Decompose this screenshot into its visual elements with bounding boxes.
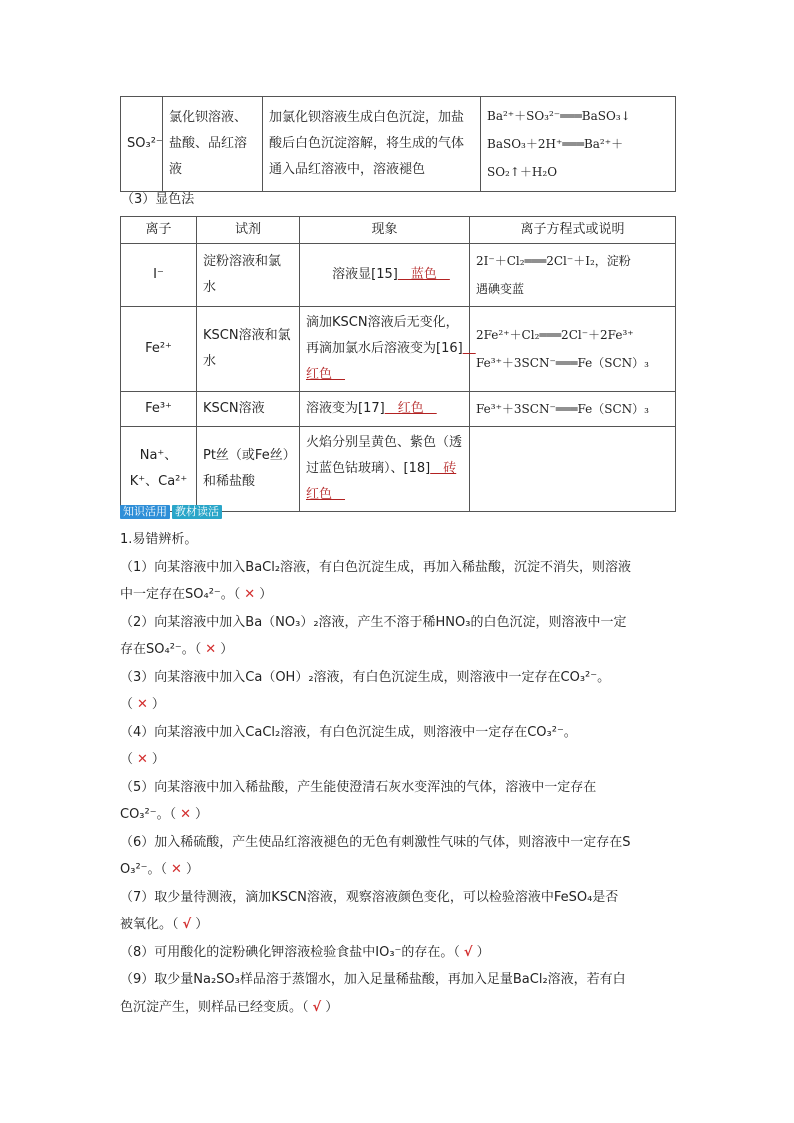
equation-line: Ba²⁺＋SO₃²⁻═══BaSO₃↓ — [487, 109, 631, 123]
item-text: （ — [120, 752, 134, 767]
table-row — [121, 97, 676, 192]
reagent-cell: 淀粉溶液和氯水 — [197, 244, 300, 307]
phenomenon-text: 溶液显[15] — [332, 267, 398, 282]
phenomenon-cell — [300, 392, 470, 427]
equation-line: 遇碘变蓝 — [476, 282, 525, 296]
list-item-line — [120, 554, 676, 582]
reagent-cell: 氯化钡溶液、盐酸、品红溶液 — [163, 97, 263, 192]
column-header: 离子 — [121, 217, 197, 244]
list-item-line — [120, 719, 676, 747]
list-item-line — [120, 911, 676, 939]
answer-blank: 砖红色 — [306, 461, 457, 502]
equation-line: 2I⁻＋Cl₂═══2Cl⁻＋I₂，淀粉 — [476, 254, 631, 268]
equation-cell — [470, 244, 676, 307]
closing-paren: ） — [151, 752, 165, 767]
table-header-row — [121, 217, 676, 244]
item-text: （1）向某溶液中加入BaCl₂溶液，有白色沉淀生成，再加入稀盐酸，沉淀不消失，则溶液 — [120, 559, 632, 575]
list-item-line — [120, 994, 676, 1022]
table-row — [121, 244, 676, 307]
phenomenon-cell — [300, 244, 470, 307]
closing-paren: ） — [195, 917, 209, 932]
equation-line: 2Fe²⁺＋Cl₂═══2Cl⁻＋2Fe³⁺ — [476, 328, 634, 342]
equation-cell — [470, 392, 676, 427]
closing-paren: ） — [151, 697, 165, 712]
phenomenon-cell — [300, 307, 476, 392]
list-item-line — [120, 774, 676, 802]
judgement-list — [120, 526, 676, 1021]
phenomenon-text: 滴加KSCN溶液后无变化，再滴加氯水后溶液变为[16] — [306, 315, 463, 356]
closing-paren: ） — [325, 999, 339, 1015]
equation-cell — [481, 97, 676, 192]
column-header: 离子方程式或说明 — [470, 217, 676, 244]
item-text: 中一定存在SO₄²⁻。（ — [120, 587, 241, 602]
list-item-line — [120, 856, 676, 884]
column-header: 试剂 — [197, 217, 300, 244]
color-method-table — [120, 216, 676, 512]
check-mark-icon: √ — [463, 944, 473, 960]
item-text: 存在SO₄²⁻。（ — [120, 642, 202, 657]
item-text: 色沉淀产生，则样品已经变质。（ — [120, 999, 309, 1015]
item-text: （8）可用酸化的淀粉碘化钾溶液检验食盐中IO₃⁻的存在。（ — [120, 944, 460, 960]
ion-cell: Fe²⁺ — [121, 307, 197, 392]
closing-paren: ） — [195, 807, 209, 822]
cross-mark-icon: ✕ — [137, 697, 148, 712]
ion-cell: SO₃²⁻ — [121, 97, 163, 192]
table-row — [121, 392, 676, 427]
item-text: （5）向某溶液中加入稀盐酸，产生能使澄清石灰水变浑浊的气体，溶液中一定存在 — [120, 779, 597, 795]
item-text: （9）取少量Na₂SO₃样品溶于蒸馏水，加入足量稀盐酸，再加入足量BaCl₂溶液，若有白 — [120, 972, 626, 987]
list-item-line — [120, 939, 676, 967]
closing-paren: ） — [185, 862, 199, 877]
equation-line: Fe³⁺＋3SCN⁻═══Fe（SCN）₃ — [476, 356, 649, 370]
cross-mark-icon: ✕ — [205, 642, 217, 657]
item-text: 被氧化。（ — [120, 917, 179, 932]
cross-mark-icon: ✕ — [137, 752, 148, 767]
list-title: 1.易错辨析。 — [120, 532, 198, 547]
item-text: O₃²⁻。（ — [120, 862, 168, 877]
equation-line: BaSO₃＋2H⁺═══Ba²⁺＋ — [487, 137, 624, 151]
phenomenon-text: 火焰分别呈黄色、紫色（透过蓝色钴玻璃）、[18] — [306, 435, 463, 476]
reagent-cell: Pt丝（或Fe丝）和稀盐酸 — [197, 427, 300, 512]
check-mark-icon: √ — [312, 999, 322, 1015]
item-text: （6）加入稀硫酸，产生使品红溶液褪色的无色有刺激性气味的气体，则溶液中一定存在S — [120, 834, 631, 850]
closing-paren: ） — [220, 642, 234, 657]
equation-cell — [470, 427, 676, 512]
tag-group — [120, 505, 222, 519]
answer-blank: 红色 — [306, 341, 476, 382]
item-text: （ — [120, 697, 134, 712]
item-text: （3）向某溶液中加入Ca（OH）₂溶液，有白色沉淀生成，则溶液中一定存在CO₃²⁻。 — [120, 669, 611, 685]
column-header: 现象 — [300, 217, 470, 244]
list-item-line — [120, 884, 676, 912]
tag-knowledge-apply: 知识活用 — [120, 505, 170, 519]
table-row — [121, 307, 676, 392]
item-text: （7）取少量待测液，滴加KSCN溶液，观察溶液颜色变化，可以检验溶液中FeSO₄是否 — [120, 889, 619, 905]
cross-mark-icon: ✕ — [244, 587, 256, 602]
phenomenon-cell — [300, 427, 470, 512]
ion-cell: I⁻ — [121, 244, 197, 307]
list-item-line — [120, 581, 676, 609]
closing-paren: ） — [259, 587, 273, 602]
list-item-line — [120, 801, 676, 829]
equation-line: SO₂↑＋H₂O — [487, 165, 558, 179]
equation-line: Fe³⁺＋3SCN⁻═══Fe（SCN）₃ — [476, 402, 649, 416]
answer-blank: 蓝色 — [397, 267, 450, 282]
reagent-cell: KSCN溶液和氯水 — [197, 307, 300, 392]
list-item-line — [120, 609, 676, 637]
list-item-line — [120, 829, 676, 857]
ion-cell: Fe³⁺ — [121, 392, 197, 427]
section-heading: （3）显色法 — [121, 192, 195, 207]
cross-mark-icon: ✕ — [171, 862, 182, 877]
answer-blank: 红色 — [384, 401, 437, 416]
tag-textbook-reading: 教材读活 — [172, 505, 222, 519]
equation-cell — [470, 307, 676, 392]
item-text: （2）向某溶液中加入Ba（NO₃）₂溶液，产生不溶于稀HNO₃的白色沉淀，则溶液中一定 — [120, 614, 627, 630]
reagent-cell: KSCN溶液 — [197, 392, 300, 427]
list-item-line — [120, 691, 676, 719]
item-text: CO₃²⁻。（ — [120, 807, 177, 822]
closing-paren: ） — [476, 944, 490, 960]
table-row — [121, 427, 676, 512]
cross-mark-icon: ✕ — [180, 807, 192, 822]
phenomenon-cell: 加氯化钡溶液生成白色沉淀，加盐酸后白色沉淀溶解，将生成的气体通入品红溶液中，溶液褪色 — [263, 97, 481, 192]
list-item-line — [120, 746, 676, 774]
check-mark-icon: √ — [182, 917, 192, 932]
ion-cell: Na⁺、K⁺、Ca²⁺ — [121, 427, 197, 512]
list-item-line — [120, 966, 676, 994]
sulfite-test-table — [120, 96, 676, 192]
phenomenon-text: 溶液变为[17] — [306, 401, 385, 416]
list-item-line — [120, 636, 676, 664]
item-text: （4）向某溶液中加入CaCl₂溶液，有白色沉淀生成，则溶液中一定存在CO₃²⁻。 — [120, 724, 577, 740]
list-item-line — [120, 664, 676, 692]
